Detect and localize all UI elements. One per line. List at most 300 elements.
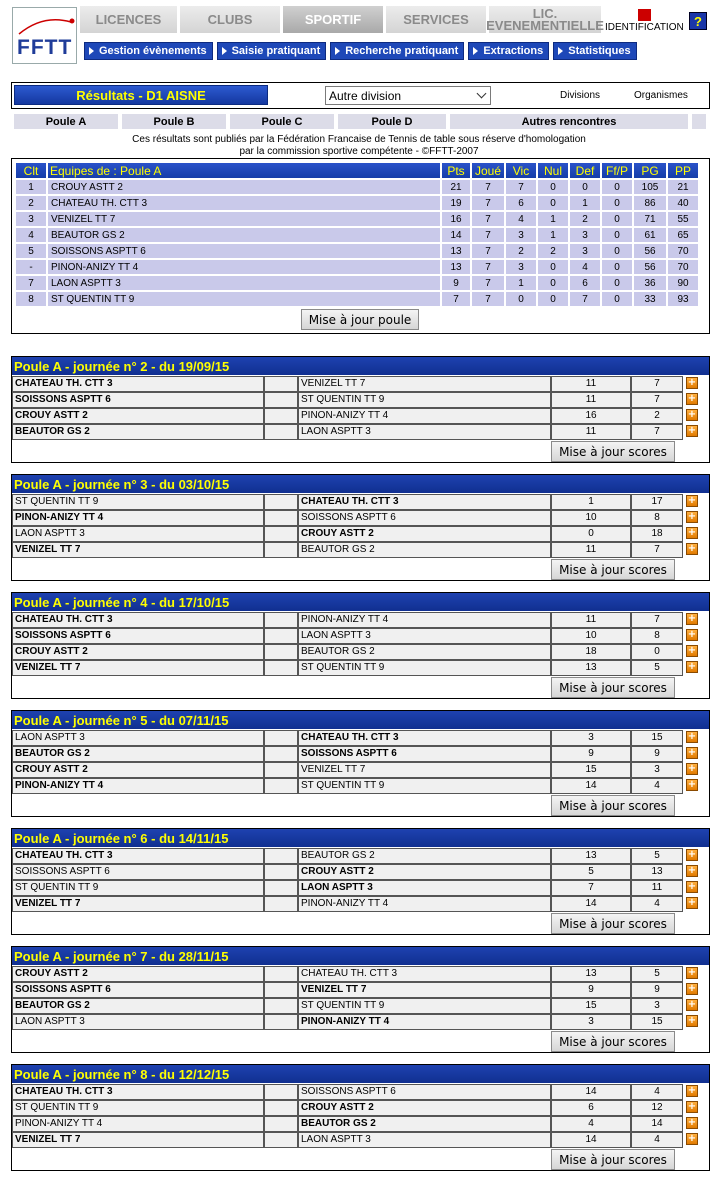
stat-cell: 21 — [668, 180, 698, 194]
stat-cell: 0 — [602, 180, 632, 194]
stat-cell: 1 — [570, 196, 600, 210]
home-score-cell: 15 — [551, 998, 631, 1014]
away-team-cell: BEAUTOR GS 2 — [298, 848, 551, 864]
stat-cell: 7 — [506, 180, 536, 194]
standings-col-header: PP — [668, 163, 698, 178]
empty-cell — [264, 660, 298, 676]
match-details-icon[interactable]: + — [687, 1101, 697, 1112]
stat-cell: 36 — [634, 276, 666, 290]
journee-title: Poule A - journée n° 4 - du 17/10/15 — [12, 593, 709, 611]
team-name-cell: CROUY ASTT 2 — [48, 180, 440, 194]
match-details-icon[interactable]: + — [687, 661, 697, 672]
match-details-icon[interactable]: + — [687, 779, 697, 790]
stat-cell: 1 — [538, 228, 568, 242]
home-team-cell: LAON ASPTT 3 — [12, 1014, 264, 1030]
standings-row — [16, 292, 698, 306]
tab-services[interactable]: SERVICES — [386, 6, 486, 33]
away-score-cell: 17 — [631, 494, 683, 510]
empty-cell — [264, 746, 298, 762]
home-score-cell: 10 — [551, 510, 631, 526]
standings-row — [16, 196, 698, 210]
empty-cell — [264, 896, 298, 912]
sub-nav — [84, 42, 641, 60]
stat-cell: - — [16, 260, 46, 274]
standings-row — [16, 212, 698, 226]
subnav-statistiques[interactable]: Statistiques — [553, 42, 636, 60]
poule-tab-a[interactable]: Poule A — [14, 114, 118, 129]
stat-cell: 0 — [538, 196, 568, 210]
stat-cell: 3 — [570, 244, 600, 258]
home-score-cell: 14 — [551, 896, 631, 912]
away-score-cell: 0 — [631, 644, 683, 660]
empty-cell — [264, 998, 298, 1014]
empty-cell — [264, 730, 298, 746]
subnav-saisie-pratiquant[interactable]: Saisie pratiquant — [217, 42, 327, 60]
stat-cell: 2 — [16, 196, 46, 210]
logo-text: FFTT — [17, 36, 73, 59]
stat-cell: 7 — [472, 196, 504, 210]
home-team-cell: CROUY ASTT 2 — [12, 408, 264, 424]
away-score-cell: 7 — [631, 542, 683, 558]
match-row — [12, 848, 709, 864]
stat-cell: 71 — [634, 212, 666, 226]
stat-cell: 0 — [506, 292, 536, 306]
home-score-cell: 14 — [551, 778, 631, 794]
match-details-icon[interactable]: + — [687, 629, 697, 640]
match-details-icon[interactable]: + — [687, 1085, 697, 1096]
home-team-cell: PINON-ANIZY TT 4 — [12, 778, 264, 794]
away-team-cell: SOISSONS ASPTT 6 — [298, 746, 551, 762]
team-name-cell: SOISSONS ASPTT 6 — [48, 244, 440, 258]
match-details-icon[interactable]: + — [687, 849, 697, 860]
stat-cell: 56 — [634, 244, 666, 258]
home-team-cell: CROUY ASTT 2 — [12, 966, 264, 982]
away-score-cell: 15 — [631, 1014, 683, 1030]
team-name-cell: VENIZEL TT 7 — [48, 212, 440, 226]
match-details-icon[interactable]: + — [687, 425, 697, 436]
stat-cell: 6 — [506, 196, 536, 210]
match-row — [12, 1132, 709, 1148]
update-scores-button[interactable]: Mise à jour scores — [551, 795, 675, 816]
home-team-cell: SOISSONS ASPTT 6 — [12, 628, 264, 644]
update-scores-button[interactable]: Mise à jour scores — [551, 913, 675, 934]
update-scores-button[interactable]: Mise à jour scores — [551, 559, 675, 580]
notice-line-2: par la commission sportive compétente - ©FFTT-2007 — [239, 146, 479, 157]
subnav-extractions[interactable]: Extractions — [468, 42, 549, 60]
standings-col-header: Ff/P — [602, 163, 632, 178]
stat-cell: 0 — [602, 196, 632, 210]
empty-cell — [264, 408, 298, 424]
stat-cell: 13 — [442, 260, 470, 274]
stat-cell: 70 — [668, 260, 698, 274]
stat-cell: 7 — [472, 180, 504, 194]
standings-table — [14, 161, 700, 308]
match-row — [12, 660, 709, 676]
stat-cell: 21 — [442, 180, 470, 194]
away-score-cell: 5 — [631, 848, 683, 864]
stat-cell: 0 — [570, 180, 600, 194]
divisions-link[interactable]: Divisions — [560, 90, 601, 101]
away-team-cell: BEAUTOR GS 2 — [298, 644, 551, 660]
match-row — [12, 1100, 709, 1116]
away-team-cell: LAON ASPTT 3 — [298, 880, 551, 896]
away-team-cell: LAON ASPTT 3 — [298, 1132, 551, 1148]
standings-col-header: Pts — [442, 163, 470, 178]
empty-cell — [264, 1014, 298, 1030]
home-team-cell: CROUY ASTT 2 — [12, 762, 264, 778]
away-team-cell: ST QUENTIN TT 9 — [298, 778, 551, 794]
stat-cell: 90 — [668, 276, 698, 290]
match-row — [12, 376, 709, 392]
identification-link[interactable] — [605, 9, 684, 33]
away-score-cell: 9 — [631, 982, 683, 998]
standings-col-header: Vic — [506, 163, 536, 178]
home-score-cell: 11 — [551, 376, 631, 392]
match-details-icon[interactable]: + — [687, 763, 697, 774]
team-name-cell: LAON ASPTT 3 — [48, 276, 440, 290]
match-details-icon[interactable]: + — [687, 377, 697, 388]
poule-tab-autres[interactable]: Autres rencontres — [450, 114, 688, 129]
match-row — [12, 612, 709, 628]
home-score-cell: 18 — [551, 644, 631, 660]
away-score-cell: 15 — [631, 730, 683, 746]
home-team-cell: BEAUTOR GS 2 — [12, 746, 264, 762]
match-details-icon[interactable]: + — [687, 999, 697, 1010]
match-details-icon[interactable]: + — [687, 409, 697, 420]
match-details-icon[interactable]: + — [687, 1133, 697, 1144]
organismes-link[interactable]: Organismes — [634, 90, 688, 101]
empty-cell — [264, 1132, 298, 1148]
stat-cell: 55 — [668, 212, 698, 226]
standings-row — [16, 276, 698, 290]
match-row — [12, 1116, 709, 1132]
stat-cell: 0 — [538, 180, 568, 194]
stat-cell: 105 — [634, 180, 666, 194]
empty-cell — [264, 880, 298, 896]
team-name-cell: PINON-ANIZY TT 4 — [48, 260, 440, 274]
poule-tab-b[interactable]: Poule B — [122, 114, 226, 129]
away-score-cell: 3 — [631, 762, 683, 778]
away-team-cell: VENIZEL TT 7 — [298, 376, 551, 392]
stat-cell: 7 — [472, 260, 504, 274]
home-score-cell: 7 — [551, 880, 631, 896]
home-score-cell: 1 — [551, 494, 631, 510]
tab-sportif[interactable]: SPORTIF — [283, 6, 383, 33]
home-team-cell: VENIZEL TT 7 — [12, 896, 264, 912]
away-team-cell: ST QUENTIN TT 9 — [298, 660, 551, 676]
tab-clubs[interactable]: CLUBS — [180, 6, 280, 33]
results-header — [11, 82, 710, 109]
stat-cell: 8 — [16, 292, 46, 306]
home-team-cell: SOISSONS ASPTT 6 — [12, 392, 264, 408]
match-row — [12, 966, 709, 982]
home-score-cell: 13 — [551, 660, 631, 676]
empty-cell — [264, 628, 298, 644]
stat-cell: 5 — [16, 244, 46, 258]
home-score-cell: 5 — [551, 864, 631, 880]
match-row — [12, 510, 709, 526]
away-team-cell: LAON ASPTT 3 — [298, 628, 551, 644]
stat-cell: 40 — [668, 196, 698, 210]
match-details-icon[interactable]: + — [687, 527, 697, 538]
match-details-icon[interactable]: + — [687, 393, 697, 404]
match-row — [12, 1084, 709, 1100]
standings-panel — [11, 158, 710, 334]
empty-cell — [264, 848, 298, 864]
stat-cell: 6 — [570, 276, 600, 290]
empty-cell — [264, 542, 298, 558]
standings-header-row — [16, 163, 698, 178]
home-team-cell: PINON-ANIZY TT 4 — [12, 510, 264, 526]
stat-cell: 70 — [668, 244, 698, 258]
journee-title: Poule A - journée n° 6 - du 14/11/15 — [12, 829, 709, 847]
home-score-cell: 3 — [551, 730, 631, 746]
away-score-cell: 4 — [631, 896, 683, 912]
match-row — [12, 628, 709, 644]
away-score-cell: 18 — [631, 526, 683, 542]
home-team-cell: BEAUTOR GS 2 — [12, 424, 264, 440]
away-score-cell: 7 — [631, 392, 683, 408]
stat-cell: 2 — [538, 244, 568, 258]
update-scores-button[interactable]: Mise à jour scores — [551, 1031, 675, 1052]
match-details-icon[interactable]: + — [687, 511, 697, 522]
team-name-cell: CHATEAU TH. CTT 3 — [48, 196, 440, 210]
team-name-cell: ST QUENTIN TT 9 — [48, 292, 440, 306]
notice-line-1: Ces résultats sont publiés par la Fédération Francaise de Tennis de table sous réserve d'homologation — [132, 134, 586, 145]
away-score-cell: 5 — [631, 966, 683, 982]
stat-cell: 7 — [472, 212, 504, 226]
away-team-cell: BEAUTOR GS 2 — [298, 1116, 551, 1132]
chevron-down-icon — [477, 89, 487, 99]
match-details-icon[interactable]: + — [687, 543, 697, 554]
home-team-cell: SOISSONS ASPTT 6 — [12, 982, 264, 998]
home-score-cell: 11 — [551, 542, 631, 558]
stat-cell: 19 — [442, 196, 470, 210]
stat-cell: 4 — [570, 260, 600, 274]
home-score-cell: 11 — [551, 392, 631, 408]
match-details-icon[interactable]: + — [687, 495, 697, 506]
home-team-cell: CHATEAU TH. CTT 3 — [12, 612, 264, 628]
empty-cell — [264, 1100, 298, 1116]
away-team-cell: ST QUENTIN TT 9 — [298, 998, 551, 1014]
empty-cell — [264, 762, 298, 778]
subnav-gestion-evenements[interactable]: Gestion évènements — [84, 42, 213, 60]
empty-cell — [264, 526, 298, 542]
away-score-cell: 8 — [631, 628, 683, 644]
match-row — [12, 896, 709, 912]
match-details-icon[interactable]: + — [687, 983, 697, 994]
home-score-cell: 14 — [551, 1084, 631, 1100]
stat-cell: 7 — [472, 228, 504, 242]
empty-cell — [264, 392, 298, 408]
stat-cell: 7 — [472, 244, 504, 258]
stat-cell: 1 — [506, 276, 536, 290]
home-score-cell: 11 — [551, 424, 631, 440]
stat-cell: 33 — [634, 292, 666, 306]
stat-cell: 93 — [668, 292, 698, 306]
match-details-icon[interactable]: + — [687, 865, 697, 876]
match-row — [12, 542, 709, 558]
standings-col-header: Def — [570, 163, 600, 178]
away-score-cell: 4 — [631, 778, 683, 794]
journee-panel — [11, 946, 710, 1053]
standings-col-header: PG — [634, 163, 666, 178]
stat-cell: 86 — [634, 196, 666, 210]
home-score-cell: 13 — [551, 966, 631, 982]
away-score-cell: 7 — [631, 376, 683, 392]
home-score-cell: 15 — [551, 762, 631, 778]
tab-lic-evenementielle[interactable]: LIC. EVENEMENTIELLE — [486, 5, 604, 33]
update-poule-button[interactable]: Mise à jour poule — [301, 309, 419, 330]
journee-panel — [11, 592, 710, 699]
away-score-cell: 3 — [631, 998, 683, 1014]
journee-title: Poule A - journée n° 2 - du 19/09/15 — [12, 357, 709, 375]
poule-tab-d[interactable]: Poule D — [338, 114, 446, 129]
match-row — [12, 746, 709, 762]
match-row — [12, 526, 709, 542]
away-team-cell: BEAUTOR GS 2 — [298, 542, 551, 558]
home-score-cell: 10 — [551, 628, 631, 644]
away-team-cell: CROUY ASTT 2 — [298, 526, 551, 542]
empty-cell — [264, 1116, 298, 1132]
home-team-cell: CHATEAU TH. CTT 3 — [12, 848, 264, 864]
match-details-icon[interactable]: + — [687, 747, 697, 758]
match-row — [12, 644, 709, 660]
match-row — [12, 982, 709, 998]
home-team-cell: CROUY ASTT 2 — [12, 644, 264, 660]
away-score-cell: 4 — [631, 1132, 683, 1148]
fftt-logo[interactable] — [12, 7, 77, 64]
home-team-cell: LAON ASPTT 3 — [12, 730, 264, 746]
match-details-icon[interactable]: + — [687, 613, 697, 624]
away-score-cell: 2 — [631, 408, 683, 424]
stat-cell: 14 — [442, 228, 470, 242]
away-team-cell: VENIZEL TT 7 — [298, 762, 551, 778]
match-details-icon[interactable]: + — [687, 1117, 697, 1128]
stat-cell: 0 — [602, 244, 632, 258]
identification-label: IDENTIFICATION — [605, 22, 684, 33]
stat-cell: 1 — [16, 180, 46, 194]
update-scores-button[interactable]: Mise à jour scores — [551, 677, 675, 698]
stat-cell: 13 — [442, 244, 470, 258]
match-details-icon[interactable]: + — [687, 731, 697, 742]
home-team-cell: LAON ASPTT 3 — [12, 526, 264, 542]
stat-cell: 0 — [602, 212, 632, 226]
match-row — [12, 424, 709, 440]
standings-col-header: Equipes de : Poule A — [48, 163, 440, 178]
stat-cell: 0 — [538, 260, 568, 274]
home-team-cell: CHATEAU TH. CTT 3 — [12, 1084, 264, 1100]
stat-cell: 7 — [16, 276, 46, 290]
empty-cell — [264, 644, 298, 660]
stat-cell: 2 — [506, 244, 536, 258]
match-row — [12, 494, 709, 510]
stat-cell: 0 — [602, 228, 632, 242]
stat-cell: 3 — [506, 260, 536, 274]
standings-row — [16, 228, 698, 242]
home-team-cell: VENIZEL TT 7 — [12, 542, 264, 558]
away-team-cell: ST QUENTIN TT 9 — [298, 392, 551, 408]
stat-cell: 7 — [442, 292, 470, 306]
stat-cell: 7 — [472, 292, 504, 306]
home-score-cell: 16 — [551, 408, 631, 424]
home-score-cell: 3 — [551, 1014, 631, 1030]
away-team-cell: PINON-ANIZY TT 4 — [298, 408, 551, 424]
empty-cell — [264, 612, 298, 628]
top-nav — [80, 6, 604, 33]
division-select[interactable] — [325, 86, 491, 105]
stat-cell: 61 — [634, 228, 666, 242]
poule-tab-c[interactable]: Poule C — [230, 114, 334, 129]
away-score-cell: 13 — [631, 864, 683, 880]
standings-col-header: Clt — [16, 163, 46, 178]
subnav-recherche-pratiquant[interactable]: Recherche pratiquant — [330, 42, 464, 60]
journee-panel — [11, 356, 710, 463]
stat-cell: 4 — [16, 228, 46, 242]
match-row — [12, 864, 709, 880]
away-score-cell: 7 — [631, 612, 683, 628]
journee-title: Poule A - journée n° 8 - du 12/12/15 — [12, 1065, 709, 1083]
away-team-cell: CHATEAU TH. CTT 3 — [298, 966, 551, 982]
home-score-cell: 11 — [551, 612, 631, 628]
stat-cell: 7 — [472, 276, 504, 290]
stat-cell: 1 — [538, 212, 568, 226]
home-score-cell: 4 — [551, 1116, 631, 1132]
away-team-cell: SOISSONS ASPTT 6 — [298, 510, 551, 526]
away-score-cell: 7 — [631, 424, 683, 440]
tab-licences[interactable]: LICENCES — [80, 6, 177, 33]
home-score-cell: 14 — [551, 1132, 631, 1148]
match-row — [12, 880, 709, 896]
empty-cell — [264, 982, 298, 998]
match-details-icon[interactable]: + — [687, 881, 697, 892]
empty-cell — [264, 376, 298, 392]
match-details-icon[interactable]: + — [687, 645, 697, 656]
stat-cell: 0 — [602, 260, 632, 274]
match-details-icon[interactable]: + — [687, 897, 697, 908]
match-row — [12, 998, 709, 1014]
journee-title: Poule A - journée n° 7 - du 28/11/15 — [12, 947, 709, 965]
stat-cell: 3 — [570, 228, 600, 242]
stat-cell: 0 — [538, 292, 568, 306]
stat-cell: 9 — [442, 276, 470, 290]
journee-panel — [11, 474, 710, 581]
empty-cell — [264, 510, 298, 526]
match-row — [12, 1014, 709, 1030]
away-team-cell: CROUY ASTT 2 — [298, 864, 551, 880]
stat-cell: 3 — [506, 228, 536, 242]
match-row — [12, 778, 709, 794]
update-scores-button[interactable]: Mise à jour scores — [551, 441, 675, 462]
home-team-cell: CHATEAU TH. CTT 3 — [12, 376, 264, 392]
stat-cell: 0 — [602, 292, 632, 306]
home-team-cell: VENIZEL TT 7 — [12, 660, 264, 676]
division-select-value: Autre division — [329, 88, 402, 103]
standings-row — [16, 260, 698, 274]
journee-title: Poule A - journée n° 5 - du 07/11/15 — [12, 711, 709, 729]
results-title: Résultats - D1 AISNE — [14, 85, 268, 105]
away-team-cell: CROUY ASTT 2 — [298, 1100, 551, 1116]
away-team-cell: PINON-ANIZY TT 4 — [298, 1014, 551, 1030]
match-details-icon[interactable]: + — [687, 1015, 697, 1026]
match-details-icon[interactable]: + — [687, 967, 697, 978]
help-icon[interactable]: ? — [689, 12, 707, 30]
journee-title: Poule A - journée n° 3 - du 03/10/15 — [12, 475, 709, 493]
home-score-cell: 9 — [551, 746, 631, 762]
standings-row — [16, 180, 698, 194]
home-team-cell: ST QUENTIN TT 9 — [12, 1100, 264, 1116]
update-scores-button[interactable]: Mise à jour scores — [551, 1149, 675, 1170]
